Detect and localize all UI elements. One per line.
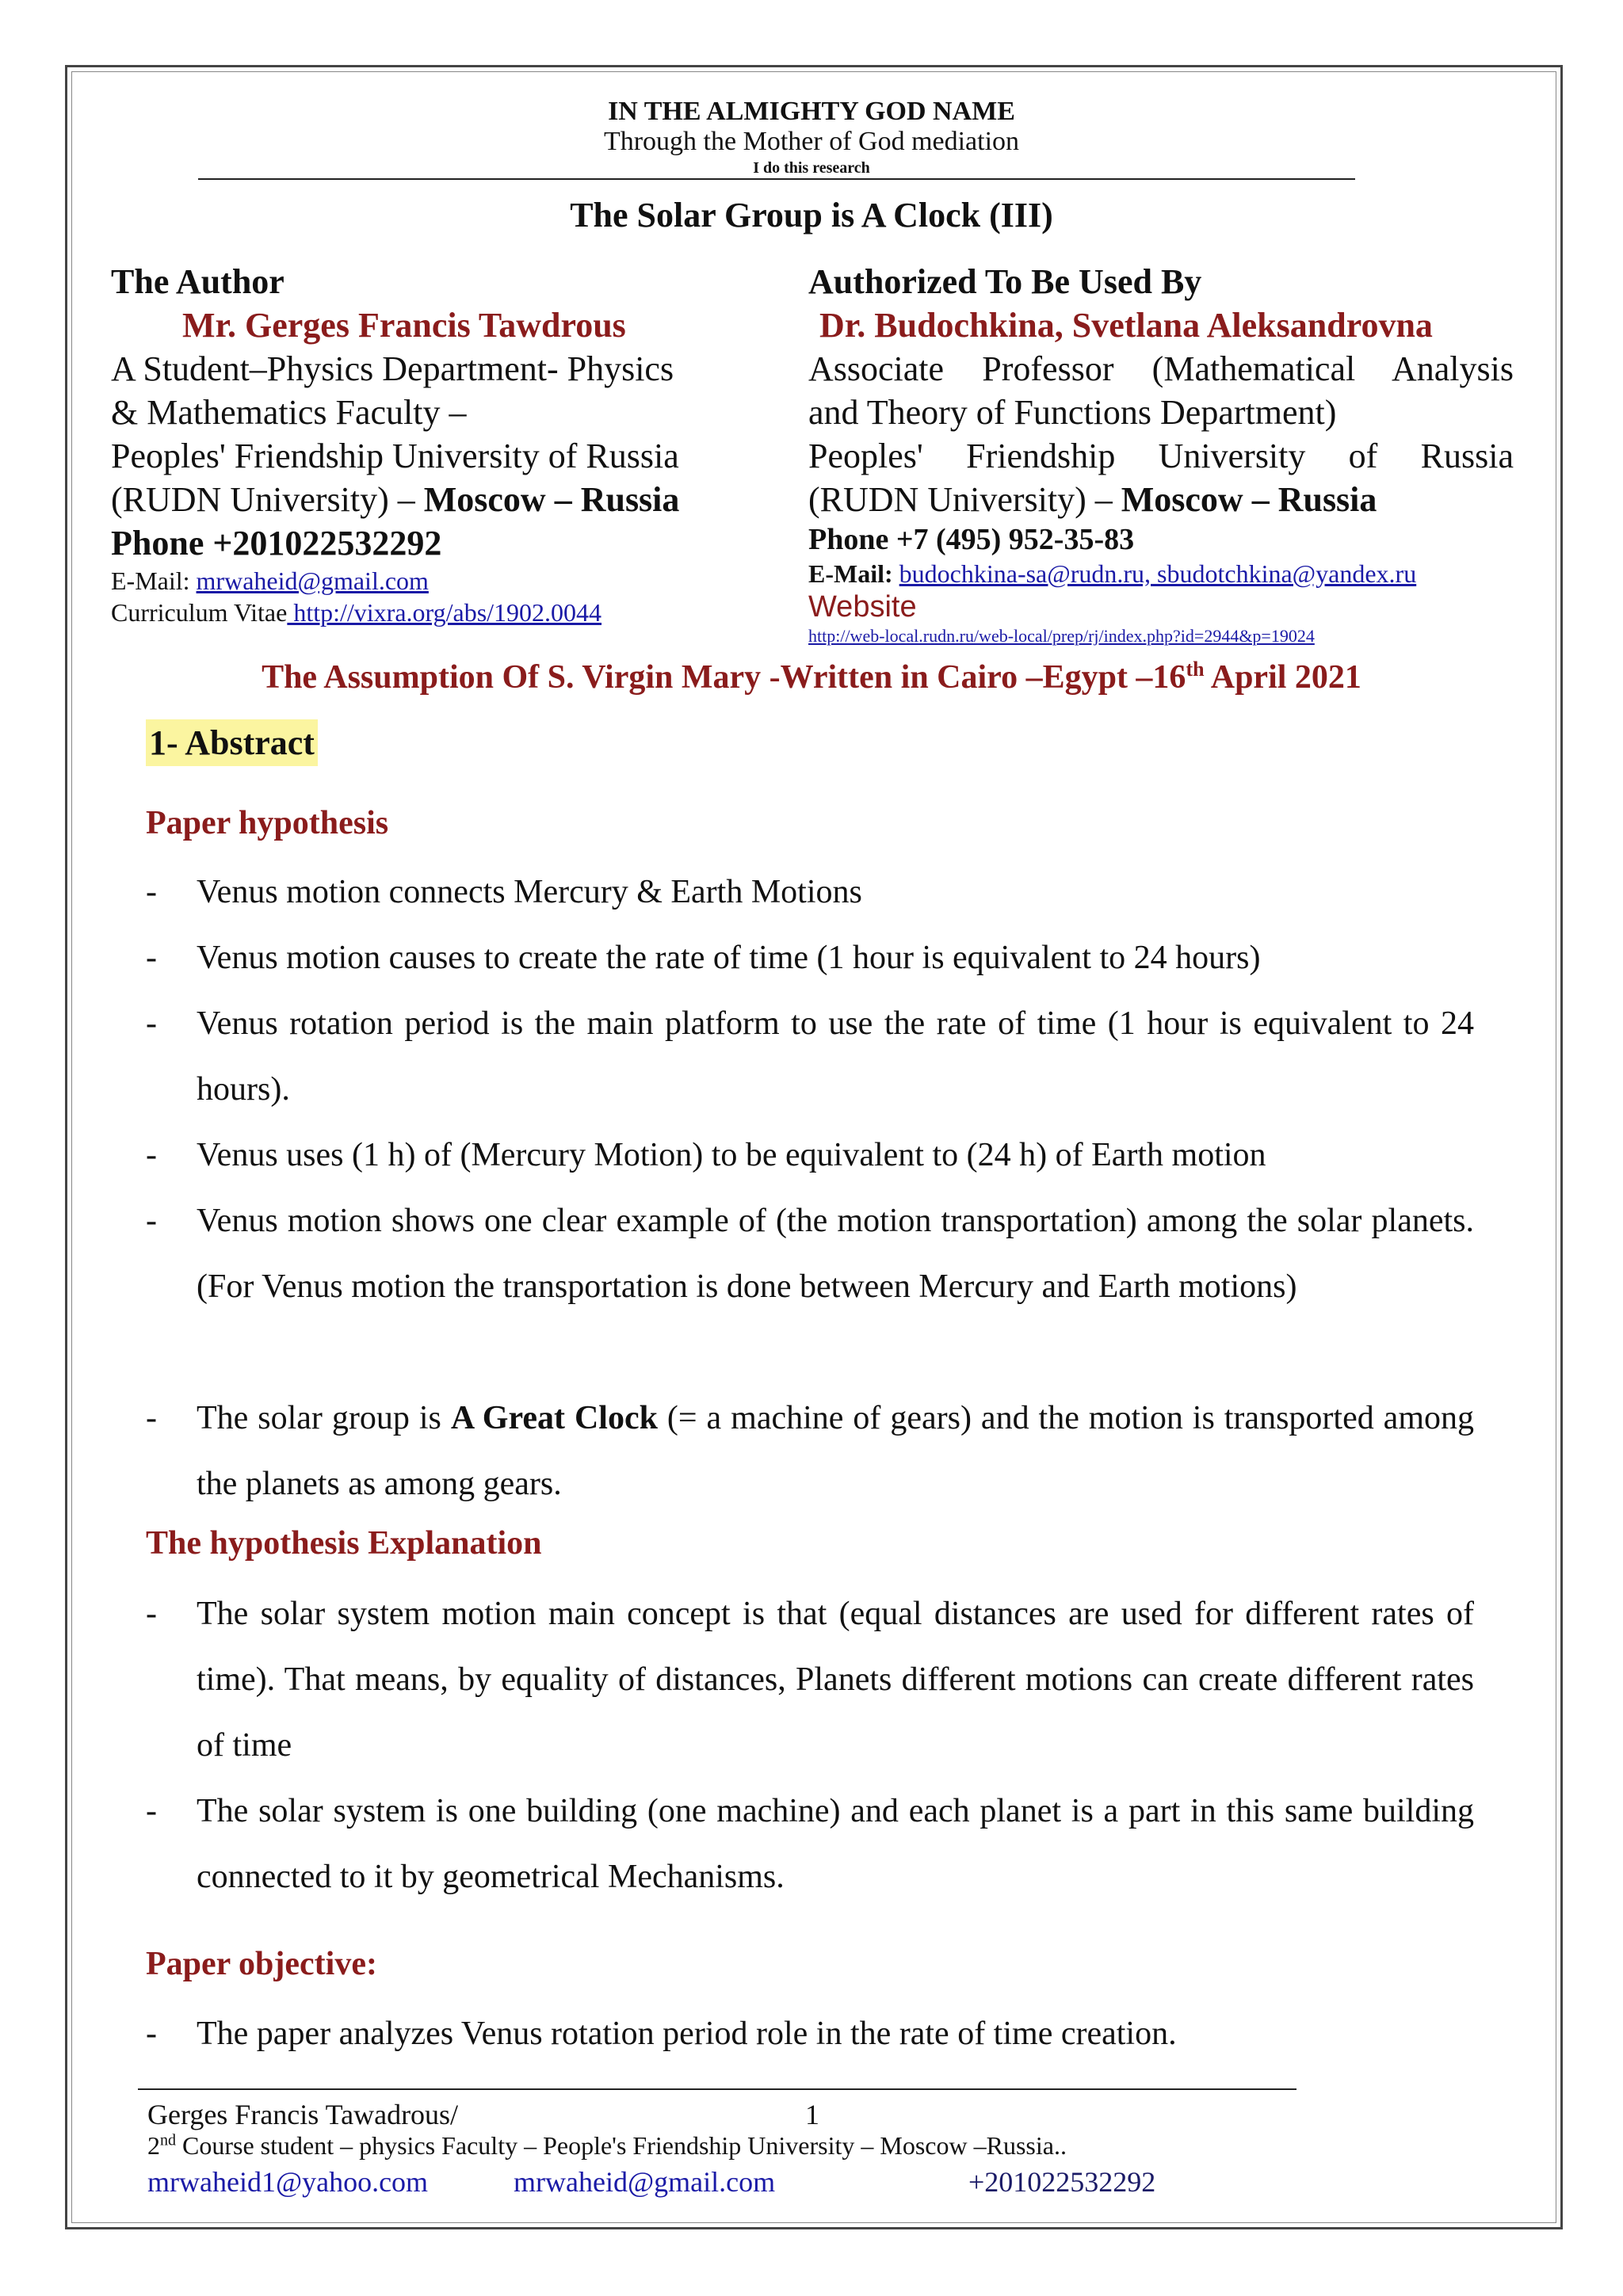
assumption-text: The Assumption Of S. Virgin Mary -Written in Cairo –Egypt –16 [262, 659, 1186, 696]
bullet-dash: - [146, 1400, 157, 1436]
header-rule [198, 178, 1355, 180]
author-block [111, 260, 753, 628]
authorized-phone: Phone +7 (495) 952-35-83 [808, 523, 1135, 556]
author-heading: The Author [111, 262, 285, 301]
authorized-heading: Authorized To Be Used By [808, 262, 1202, 301]
bullet6-pre: The solar group is [197, 1400, 451, 1436]
objective-heading: Paper objective: [146, 1946, 377, 1982]
authorized-email-link[interactable]: budochkina-sa@rudn.ru, sbudotchkina@yandex.ru [899, 559, 1417, 588]
footer-course [147, 2131, 1067, 2161]
author-email-link[interactable]: mrwaheid@gmail.com [196, 566, 429, 595]
footer-course-text: Course student – physics Faculty – People's Friendship University – Moscow –Russia.. [176, 2131, 1067, 2160]
hypothesis-heading: Paper hypothesis [146, 805, 389, 841]
bullet-dash: - [146, 874, 157, 910]
footer-author: Gerges Francis Tawadrous/ [147, 2099, 459, 2130]
authorized-line-1: Associate Professor (Mathematical Analysis [808, 349, 1514, 388]
assumption-line [0, 658, 1623, 696]
author-phone: Phone +201022532292 [111, 524, 442, 563]
bullet-text: The paper analyzes Venus rotation period role in the rate of time creation. [197, 2016, 1177, 2052]
bullet-text: Venus motion causes to create the rate of time (1 hour is equivalent to 24 hours) [197, 940, 1261, 976]
assumption-sup: th [1186, 658, 1205, 681]
author-line-1: A Student–Physics Department- Physics [111, 349, 674, 388]
authorized-rudn-prefix: (RUDN University) – [808, 480, 1121, 519]
bullet-dash: - [146, 1005, 157, 1042]
footer-rule [138, 2088, 1296, 2090]
page-number: 1 [805, 2099, 819, 2130]
author-line-2: & Mathematics Faculty – [111, 393, 467, 432]
authorized-email-label: E-Mail: [808, 559, 899, 588]
authorized-website-link[interactable]: http://web-local.rudn.ru/web-local/prep/rj/index.php?id=2944&p=19024 [808, 626, 1315, 646]
footer-course-sup: nd [160, 2131, 176, 2149]
bullet-text: Venus uses (1 h) of (Mercury Motion) to be equivalent to (24 h) of Earth motion [197, 1137, 1266, 1173]
bullet-dash: - [146, 940, 157, 976]
bullet-text: Venus rotation period is the main platform to use the rate of time (1 hour is equivalent to 24 hours). [197, 1005, 1474, 1108]
header-line-3: I do this research [753, 159, 870, 177]
explanation-bullet-1 [146, 1581, 1474, 1779]
objective-bullet-1 [146, 2001, 1474, 2067]
abstract-heading: 1- Abstract [146, 719, 318, 766]
footer-course-num: 2 [147, 2131, 160, 2160]
authorized-rudn-line [808, 478, 1514, 521]
bullet6-post: (= a machine of gears) and the motion is transported among the planets as among gears. [197, 1400, 1474, 1502]
bullet-dash: - [146, 1793, 157, 1829]
authorized-website-label: Website [808, 590, 917, 624]
authorized-block [808, 260, 1514, 648]
authorized-email-line [808, 558, 1514, 589]
hypothesis-bullet-4 [146, 1123, 1474, 1188]
authorized-rudn-city: Moscow – Russia [1121, 480, 1377, 519]
bullet-text [197, 1386, 1474, 1517]
hypothesis-bullet-3 [146, 991, 1474, 1123]
author-rudn-line [111, 478, 753, 521]
authorized-name: Dr. Budochkina, Svetlana Aleksandrovna [819, 306, 1433, 345]
author-rudn-prefix: (RUDN University) – [111, 480, 424, 519]
footer-email-1[interactable]: mrwaheid1@yahoo.com [147, 2166, 429, 2198]
bullet-dash: - [146, 1596, 157, 1632]
hypothesis-bullet-1 [146, 860, 1474, 925]
hypothesis-bullet-2 [146, 925, 1474, 991]
explanation-bullet-2 [146, 1779, 1474, 1910]
bullet-text: The solar system is one building (one machine) and each planet is a part in this same building connected to it by geometrical Mechanisms. [197, 1793, 1474, 1895]
bullet-dash: - [146, 1203, 157, 1239]
hypothesis-bullet-6 [146, 1386, 1474, 1517]
authorized-line-2: and Theory of Functions Department) [808, 393, 1337, 432]
author-line-3: Peoples' Friendship University of Russia [111, 437, 679, 475]
author-cv-link[interactable]: http://vixra.org/abs/1902.0044 [287, 598, 602, 627]
bullet6-bold: A Great Clock [450, 1400, 658, 1436]
author-rudn-city: Moscow – Russia [423, 480, 680, 519]
header-line-2: Through the Mother of God mediation [603, 127, 1020, 156]
footer-email-2[interactable]: mrwaheid@gmail.com [514, 2166, 776, 2198]
author-cv-label: Curriculum Vitae [111, 598, 288, 627]
bullet-dash: - [146, 1137, 157, 1173]
footer-phone: +201022532292 [968, 2166, 1156, 2198]
header-line-1: IN THE ALMIGHTY GOD NAME [608, 97, 1015, 126]
explanation-heading: The hypothesis Explanation [146, 1525, 542, 1562]
paper-title: The Solar Group is A Clock (III) [570, 196, 1053, 235]
authorized-line-3: Peoples' Friendship University of Russia [808, 437, 1514, 475]
bullet-text: Venus motion connects Mercury & Earth Motions [197, 874, 862, 910]
author-cv-line [111, 597, 753, 628]
hypothesis-bullet-5 [146, 1188, 1474, 1320]
author-email-label: E-Mail: [111, 566, 197, 595]
assumption-tail: April 2021 [1204, 659, 1361, 696]
author-name: Mr. Gerges Francis Tawdrous [182, 306, 626, 345]
bullet-dash: - [146, 2016, 157, 2052]
bullet-text: Venus motion shows one clear example of (the motion transportation) among the solar planets. (For Venus motion the transportation is done between Mercury and Earth motions) [197, 1203, 1474, 1305]
bullet-text: The solar system motion main concept is that (equal distances are used for different rates of time). That means, by equality of distances, Planets different motions can create different rates of time [197, 1596, 1474, 1764]
author-email-line [111, 565, 753, 597]
